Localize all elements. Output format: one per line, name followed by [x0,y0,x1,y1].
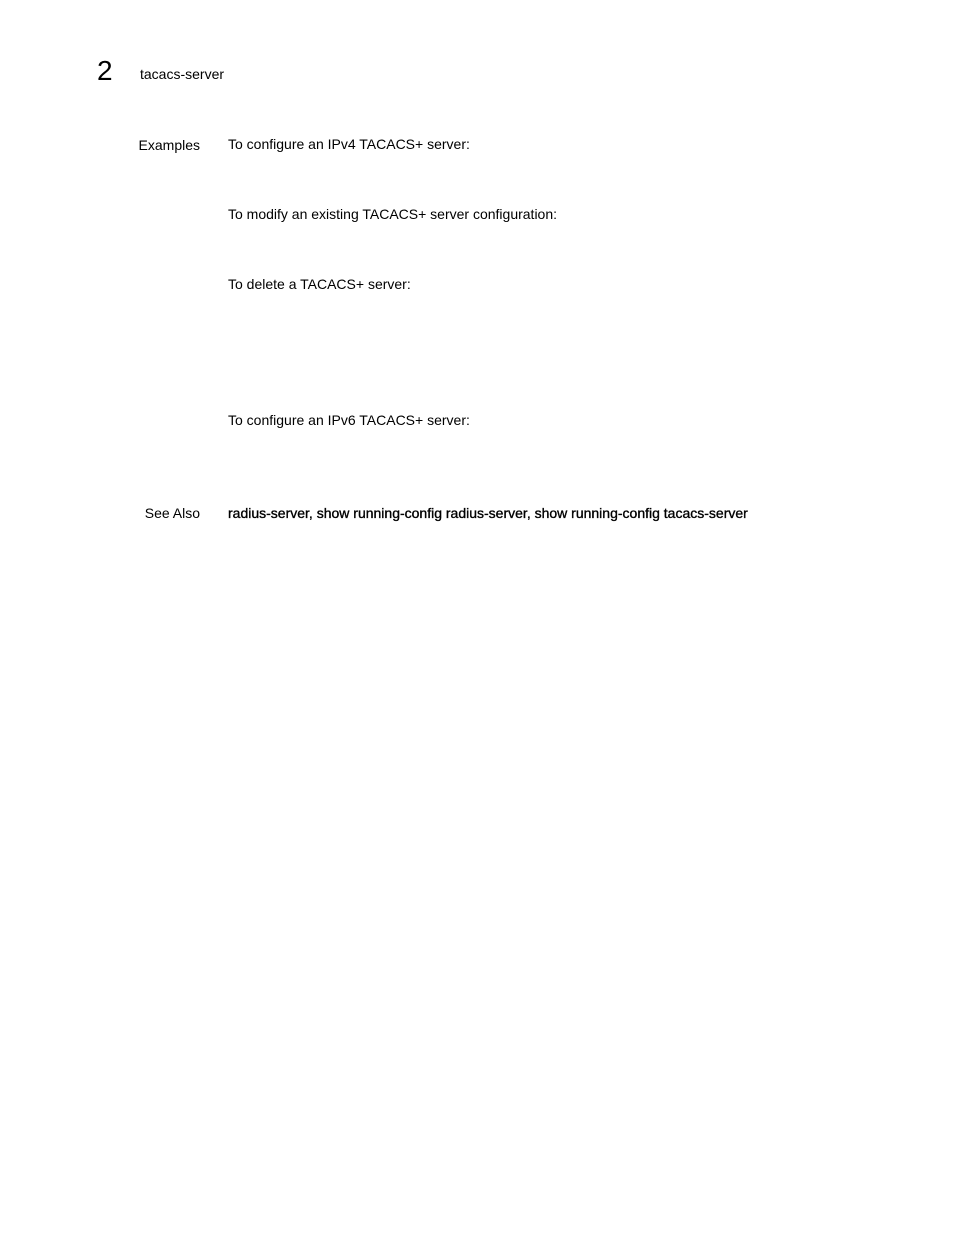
see-also-link-show-running-config-tacacs-server[interactable]: show running-config tacacs-server [534,505,748,521]
examples-section-label: Examples [138,137,200,153]
example-delete-intro: To delete a TACACS+ server: [228,276,411,292]
see-also-links [228,504,748,522]
see-also-link-show-running-config-radius-server[interactable]: show running-config radius-server [316,505,527,521]
example-modify-intro: To modify an existing TACACS+ server configuration: [228,206,558,222]
see-also-link-radius-server[interactable]: radius-server [228,505,309,521]
running-header-title: tacacs-server [140,66,225,82]
example-ipv4-intro: To configure an IPv4 TACACS+ server: [228,136,470,152]
see-also-separator: , [308,505,317,521]
see-also-section-label: See Also [144,505,200,521]
chapter-number: 2 [97,55,113,86]
example-ipv6-intro: To configure an IPv6 TACACS+ server: [228,412,470,428]
see-also-separator: , [526,505,535,521]
